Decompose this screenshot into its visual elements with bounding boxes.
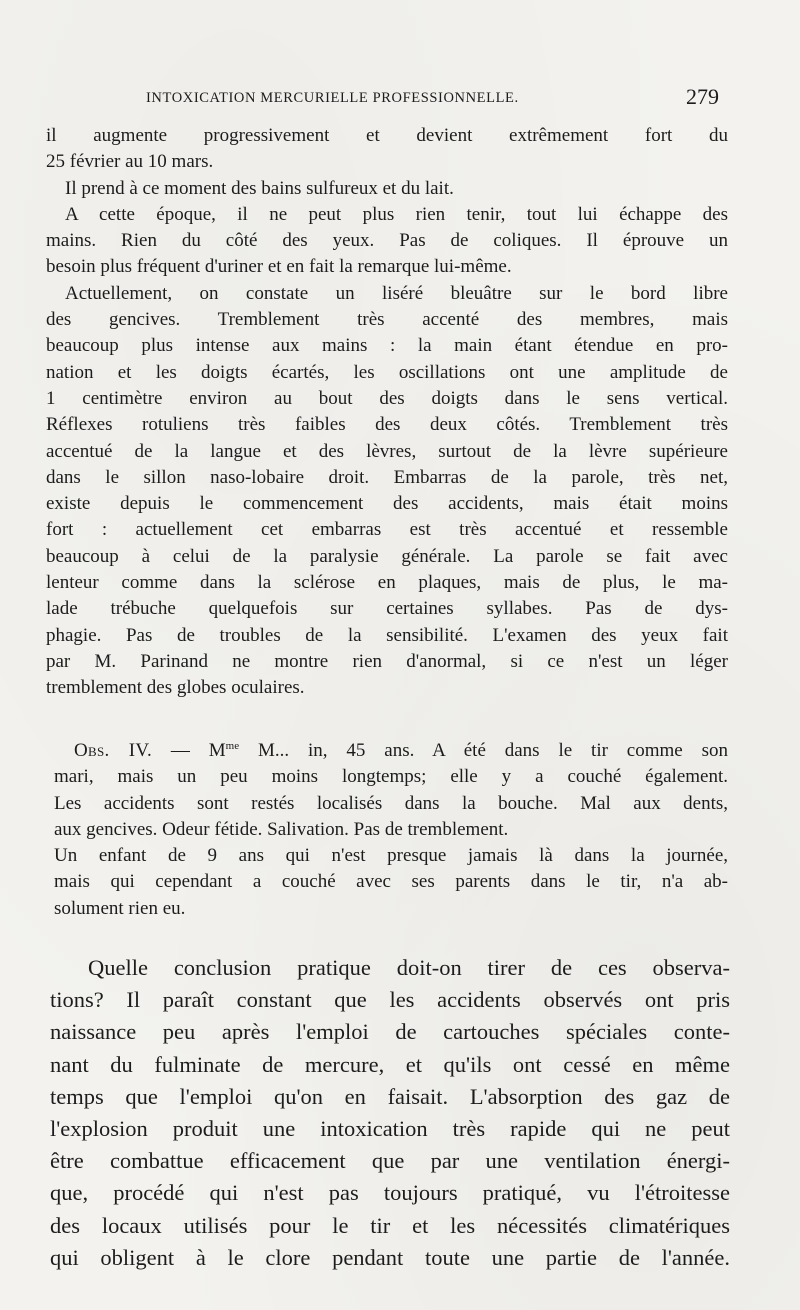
patient-title: M xyxy=(208,740,226,761)
observation-heading-text: M... in, 45 ans. A été dans le tir comme son xyxy=(239,740,728,761)
text-line: 1 centimètre environ au bout des doigts dans le sens vertical. xyxy=(46,387,728,409)
text-line: Les accidents sont restés localisés dans la bouche. Mal aux dents, xyxy=(54,792,728,814)
text-line: l'explosion produit une intoxication très rapide qui ne peut xyxy=(50,1115,730,1141)
text-line: Un enfant de 9 ans qui n'est presque jamais là dans la journée, xyxy=(54,845,728,867)
text-line: mains. Rien du côté des yeux. Pas de coliques. Il éprouve un xyxy=(46,230,728,252)
text-line: Quelle conclusion pratique doit-on tirer de ces observa- xyxy=(88,955,730,980)
running-title: INTOXICATION MERCURIELLE PROFESSIONNELLE. xyxy=(146,90,519,106)
text-line: lade trébuche quelquefois sur certaines syllabes. Pas de dys- xyxy=(46,598,728,620)
text-line: des gencives. Tremblement très accenté des membres, mais xyxy=(46,309,728,331)
observation-heading-line xyxy=(46,738,728,764)
text-line: tions? Il paraît constant que les accidents observés ont pris xyxy=(50,987,730,1013)
text-line: naissance peu après l'emploi de cartouches spéciales conte- xyxy=(50,1019,730,1045)
text-line: beaucoup plus intense aux mains : la main étant étendue en pro- xyxy=(46,335,728,357)
observation-iv xyxy=(46,738,728,922)
text-line: nation et les doigts écartés, les oscillations ont une amplitude de xyxy=(46,361,728,383)
text-line: lenteur comme dans la sclérose en plaques, mais de plus, le ma- xyxy=(46,572,728,594)
text-line: beaucoup à celui de la paralysie générale. La parole se fait avec xyxy=(46,545,728,567)
text-line: temps que l'emploi qu'on en faisait. L'absorption des gaz de xyxy=(50,1083,730,1109)
text-line: il augmente progressivement et devient extrêmement fort du xyxy=(46,125,728,146)
text-line: accentué de la langue et des lèvres, surtout de la lèvre supérieure xyxy=(46,440,728,462)
text-line: Actuellement, on constate un liséré bleuâtre sur le bord libre xyxy=(65,282,728,304)
observation-continuation xyxy=(46,123,728,702)
text-line: 25 février au 10 mars. xyxy=(46,151,214,173)
text-line: que, procédé qui n'est pas toujours pratiqué, vu l'étroitesse xyxy=(50,1180,730,1206)
text-line: dans le sillon naso-lobaire droit. Embarras de la parole, très net, xyxy=(46,466,728,488)
text-line: mari, mais un peu moins longtemps; elle y a couché également. xyxy=(54,766,728,788)
text-line: mais qui cependant a couché avec ses parents dans le tir, n'a ab- xyxy=(54,871,728,893)
text-line: A cette époque, il ne peut plus rien tenir, tout lui échappe des xyxy=(65,203,728,225)
text-line: solument rien eu. xyxy=(54,897,186,919)
text-line: existe depuis le commencement des accidents, mais était moins xyxy=(46,493,728,515)
text-line: besoin plus fréquent d'uriner et en fait la remarque lui-même. xyxy=(46,256,512,278)
running-header xyxy=(140,84,725,114)
text-line: phagie. Pas de troubles de la sensibilité. L'examen des yeux fait xyxy=(46,624,728,646)
text-line: par M. Parinand ne montre rien d'anormal, si ce n'est un léger xyxy=(46,650,728,672)
text-line: Réflexes rotuliens très faibles des deux côtés. Tremblement très xyxy=(46,414,728,436)
patient-title-superscript: me xyxy=(225,740,240,752)
observation-dash: — xyxy=(152,740,209,761)
text-line: des locaux utilisés pour le tir et les nécessités climatériques xyxy=(50,1212,730,1238)
text-line: qui obligent à le clore pendant toute une partie de l'année. xyxy=(50,1244,730,1270)
text-line: tremblement des globes oculaires. xyxy=(46,677,305,699)
text-line: nant du fulminate de mercure, et qu'ils ont cessé en même xyxy=(50,1051,730,1077)
text-line: aux gencives. Odeur fétide. Salivation. Pas de tremblement. xyxy=(54,818,509,840)
conclusion-paragraph xyxy=(50,952,730,1274)
text-line: fort : actuellement cet embarras est très accentué et ressemble xyxy=(46,519,728,541)
text-line: être combattue efficacement que par une ventilation énergi- xyxy=(50,1148,730,1174)
text-line: Il prend à ce moment des bains sulfureux et du lait. xyxy=(65,177,454,199)
observation-label: Obs. IV. xyxy=(74,740,152,761)
page-number: 279 xyxy=(686,84,719,109)
